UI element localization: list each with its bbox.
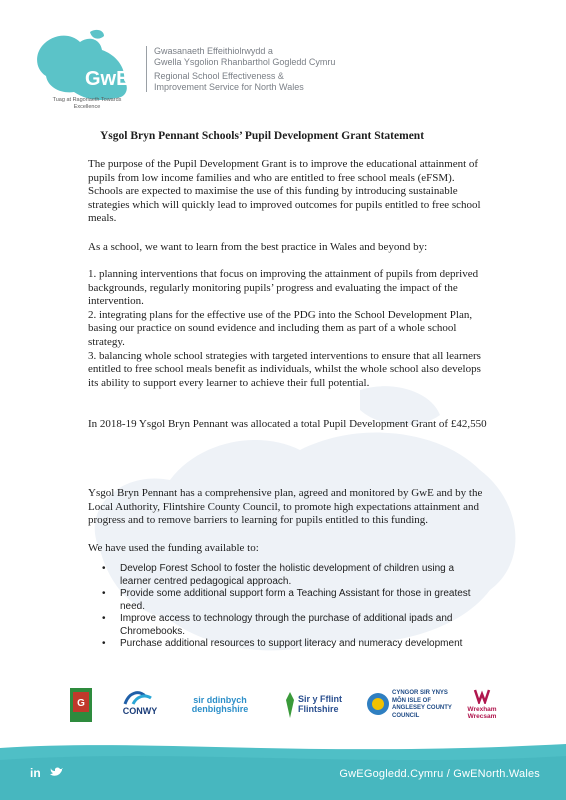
svg-text:G: G [77, 698, 85, 709]
wrexham-logo [464, 686, 500, 724]
intro-paragraph: The purpose of the Pupil Development Grant is to improve the educational attainment of pupils from low income families and who are entitled to free school meals (eFSM). Schools are expected to maximise the use of this funding by introducing sustainable strategies which will quickly lead to improved outcomes for pupils entitled to free school meals. [88, 158, 481, 225]
funding-used-paragraph: We have used the funding available to: [88, 542, 259, 554]
twitter-icon[interactable] [50, 766, 64, 778]
conwy-logo [115, 686, 165, 724]
list-item: 1. planning interventions that focus on improving the attainment of pupils from deprived backgrounds, regularly monitoring pupils’ progress and evaluating the impact of the intervention. [88, 268, 479, 308]
linkedin-icon[interactable]: in [30, 766, 41, 780]
header-divider [146, 46, 147, 92]
organisation-name [154, 46, 335, 93]
flintshire-label: Sir y Fflint Flintshire [298, 694, 343, 714]
org-welsh-line-1: Gwasanaeth Effeithiolrwydd a [154, 46, 273, 56]
numbered-list [88, 268, 488, 390]
funding-bullet-list [102, 563, 482, 651]
conwy-label: CONWY [122, 706, 158, 716]
anglesey-label: CYNGOR SIR YNYS MÔN ISLE OF ANGLESEY COUNTY COUNCIL [392, 690, 452, 719]
list-item: • Purchase additional resources to support literacy and numeracy development [102, 638, 482, 651]
wrexham-label: Wrexham Wrecsam [467, 706, 497, 720]
gwynedd-logo-icon [70, 686, 92, 724]
list-item: • Provide some additional support form a Teaching Assistant for those in greatest need. [102, 588, 482, 613]
logo-tagline: Tuag at Ragoriaeth Towards Excellence [52, 97, 122, 110]
social-links [30, 766, 64, 780]
allocation-paragraph: In 2018-19 Ysgol Bryn Pennant was allocated a total Pupil Development Grant of £42,550 [88, 418, 487, 430]
plan-paragraph: Ysgol Bryn Pennant has a comprehensive plan, agreed and monitored by GwE and by the Local Authority, Flintshire County Council, to promote high expectations attainment and progress and to remove barriers to learning for pupils entitled to this funding. [88, 487, 483, 527]
list-item: • Develop Forest School to foster the holistic development of children using a learner centred pedagogical approach. [102, 563, 482, 588]
partner-logos [60, 686, 510, 724]
letterhead [30, 28, 550, 118]
list-item: 2. integrating plans for the effective use of the PDG into the School Development Plan, basing our practice on sound evidence and including them as part of a whole school strategy. [88, 308, 473, 348]
flintshire-logo [284, 686, 356, 724]
anglesey-logo [366, 686, 456, 724]
denbighshire-label: sir ddinbych denbighshire [191, 695, 249, 714]
org-english-line-2: Improvement Service for North Wales [154, 82, 304, 92]
document-title: Ysgol Bryn Pennant Schools’ Pupil Development Grant Statement [100, 130, 425, 142]
list-item: • Improve access to technology through the purchase of additional ipads and Chromebooks. [102, 613, 482, 638]
list-item: 3. balancing whole school strategies with targeted interventions to ensure that all learners entitled to free school meals benefit as individuals, whilst the whole school also develops its ability to support every learner to achieve their full potential. [88, 349, 481, 389]
org-welsh-line-2: Gwella Ysgolion Rhanbarthol Gogledd Cymru [154, 57, 336, 67]
footer-website[interactable]: GwEGogledd.Cymru / GwENorth.Wales [339, 768, 540, 780]
org-english-line-1: Regional School Effectiveness & [154, 71, 284, 81]
best-practice-paragraph: As a school, we want to learn from the best practice in Wales and beyond by: [88, 241, 428, 253]
gwe-logo-text: GwE [85, 68, 130, 90]
denbighshire-logo [178, 686, 262, 724]
